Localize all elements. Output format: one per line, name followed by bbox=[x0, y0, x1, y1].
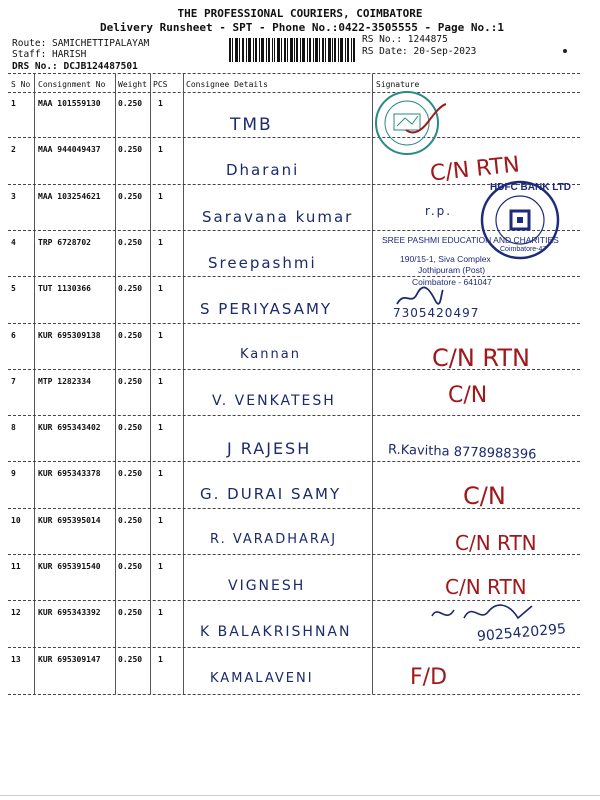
row-sno: 5 bbox=[11, 284, 16, 294]
row-consignment-no: KUR 695343392 bbox=[38, 608, 101, 618]
row-weight: 0.250 bbox=[118, 284, 143, 294]
row-weight: 0.250 bbox=[118, 99, 143, 108]
row-consignment-no: KUR 695343378 bbox=[38, 469, 101, 479]
row-consignee-name: Kannan bbox=[240, 346, 301, 362]
row-pcs: 1 bbox=[158, 99, 163, 108]
row-weight: 0.250 bbox=[118, 515, 143, 525]
row-sno: 2 bbox=[11, 145, 16, 155]
staff-label: Staff: HARISH bbox=[12, 49, 87, 60]
row-consignment-no: MAA 103254621 bbox=[38, 191, 101, 201]
row-pcs: 1 bbox=[158, 284, 163, 294]
table-top-rule bbox=[8, 73, 580, 74]
row-divider bbox=[8, 137, 580, 138]
school-stamp-line3: Jothipuram (Post) bbox=[418, 265, 486, 275]
signature-scribble bbox=[395, 286, 445, 310]
col-header-sno: S No bbox=[11, 80, 31, 89]
bank-stamp-branch: Coimbatore-47 bbox=[500, 246, 547, 253]
row-consignment-no: TUT 1130366 bbox=[38, 284, 91, 294]
row-sno: 6 bbox=[11, 330, 16, 340]
row-pcs: 1 bbox=[158, 330, 163, 340]
signature-row-2: C/N RTN bbox=[428, 152, 521, 187]
table-bottom-rule bbox=[8, 694, 580, 695]
row-weight: 0.250 bbox=[118, 469, 143, 479]
row-weight: 0.250 bbox=[118, 191, 143, 201]
col-header-pcs: PCS bbox=[153, 80, 168, 89]
runsheet-subtitle: Delivery Runsheet - SPT - Phone No.:0422-3505555 - Page No.:1 bbox=[100, 21, 504, 34]
row-pcs: 1 bbox=[158, 608, 163, 618]
barcode bbox=[229, 38, 355, 62]
row-weight: 0.250 bbox=[118, 562, 143, 571]
signature-row-8: R.Kavitha 8778988396 bbox=[387, 442, 537, 463]
row-pcs: 1 bbox=[158, 469, 163, 479]
row-consignment-no: KUR 695309138 bbox=[38, 330, 101, 340]
signature-row-12: 9025420295 bbox=[476, 621, 567, 645]
row-sno: 9 bbox=[11, 469, 16, 479]
signature-row-6: C/N RTN bbox=[432, 344, 530, 372]
signature-row-7: C/N bbox=[448, 383, 488, 408]
row-pcs: 1 bbox=[158, 423, 163, 433]
row-consignment-no: MAA 101559130 bbox=[38, 99, 101, 108]
row-consignee-name: R. VARADHARAJ bbox=[210, 531, 338, 547]
row-consignee-name: Sreepashmi bbox=[208, 253, 317, 272]
bank-stamp-name: HDFC BANK LTD bbox=[490, 182, 571, 193]
col-header-consignment: Consignment No bbox=[38, 80, 106, 89]
row-consignment-no: MAA 944049437 bbox=[38, 145, 101, 155]
drs-number: DRS No.: DCJB124487501 bbox=[12, 61, 138, 72]
row-consignee-name: VIGNESH bbox=[228, 578, 306, 594]
row-consignee-name: K BALAKRISHNAN bbox=[200, 624, 352, 641]
school-stamp-line4: Coimbatore - 641047 bbox=[412, 277, 492, 287]
row-sno: 8 bbox=[11, 423, 16, 433]
row-sno: 11 bbox=[11, 562, 21, 571]
row-divider bbox=[8, 323, 580, 324]
row-consignment-no: KUR 695343402 bbox=[38, 423, 101, 433]
row-pcs: 1 bbox=[158, 654, 163, 664]
row-pcs: 1 bbox=[158, 237, 163, 247]
row-consignee-name: G. DURAI SAMY bbox=[200, 485, 342, 504]
signature-row-3: r.p. bbox=[425, 204, 453, 218]
school-stamp-line2: 190/15-1, Siva Complex bbox=[400, 254, 491, 264]
row-weight: 0.250 bbox=[118, 145, 143, 155]
row-divider bbox=[8, 461, 580, 462]
row-divider bbox=[8, 647, 580, 648]
row-divider bbox=[8, 276, 580, 277]
rs-number: RS No.: 1244875 bbox=[362, 34, 448, 45]
row-pcs: 1 bbox=[158, 376, 163, 386]
row-weight: 0.250 bbox=[118, 237, 143, 247]
row-consignee-name: KAMALAVENI bbox=[210, 670, 314, 686]
col-header-consignee: Consignee Details bbox=[186, 80, 268, 89]
signature-row-5: 7305420497 bbox=[393, 306, 480, 320]
row-consignee-name: S PERIYASAMY bbox=[200, 300, 333, 319]
row-sno: 10 bbox=[11, 515, 21, 525]
row-pcs: 1 bbox=[158, 562, 163, 571]
row-pcs: 1 bbox=[158, 515, 163, 525]
table-header-rule bbox=[8, 92, 580, 93]
row-consignee-name: J RAJESH bbox=[227, 439, 312, 459]
row-sno: 13 bbox=[11, 654, 21, 664]
row-weight: 0.250 bbox=[118, 330, 143, 340]
row-consignment-no: MTP 1282334 bbox=[38, 376, 91, 386]
col-header-weight: Weight bbox=[118, 80, 147, 89]
row-pcs: 1 bbox=[158, 191, 163, 201]
row-weight: 0.250 bbox=[118, 423, 143, 433]
row-divider bbox=[8, 415, 580, 416]
row-sno: 7 bbox=[11, 376, 16, 386]
signature-scribble bbox=[402, 100, 448, 140]
row-consignee-name: Dharani bbox=[226, 161, 300, 180]
signature-scribble bbox=[428, 598, 538, 628]
row-weight: 0.250 bbox=[118, 608, 143, 618]
punch-dot bbox=[563, 49, 567, 53]
row-sno: 12 bbox=[11, 608, 21, 618]
signature-row-11: C/N RTN bbox=[445, 575, 527, 599]
row-consignee-name: TMB bbox=[230, 115, 273, 135]
row-weight: 0.250 bbox=[118, 654, 143, 664]
row-consignee-name: V. VENKATESH bbox=[212, 392, 336, 409]
row-consignment-no: KUR 695309147 bbox=[38, 654, 101, 664]
row-consignment-no: TRP 6728702 bbox=[38, 237, 91, 247]
row-consignment-no: KUR 695391540 bbox=[38, 562, 101, 571]
signature-row-10: C/N RTN bbox=[455, 531, 537, 555]
row-pcs: 1 bbox=[158, 145, 163, 155]
company-title: THE PROFESSIONAL COURIERS, COIMBATORE bbox=[177, 7, 423, 20]
row-consignee-name: Saravana kumar bbox=[202, 207, 354, 226]
rs-date: RS Date: 20-Sep-2023 bbox=[362, 46, 477, 57]
page-edge bbox=[0, 795, 600, 796]
col-header-signature: Signature bbox=[376, 80, 420, 89]
signature-row-13: F/D bbox=[410, 665, 448, 690]
row-weight: 0.250 bbox=[118, 376, 143, 386]
row-sno: 1 bbox=[11, 99, 16, 108]
route-label: Route: SAMICHETTIPALAYAM bbox=[12, 38, 150, 49]
row-sno: 3 bbox=[11, 191, 16, 201]
school-stamp-line1: SREE PASHMI EDUCATION AND CHARITIES bbox=[382, 235, 559, 245]
row-sno: 4 bbox=[11, 237, 16, 247]
signature-row-9: C/N bbox=[463, 482, 506, 510]
row-consignment-no: KUR 695395014 bbox=[38, 515, 101, 525]
